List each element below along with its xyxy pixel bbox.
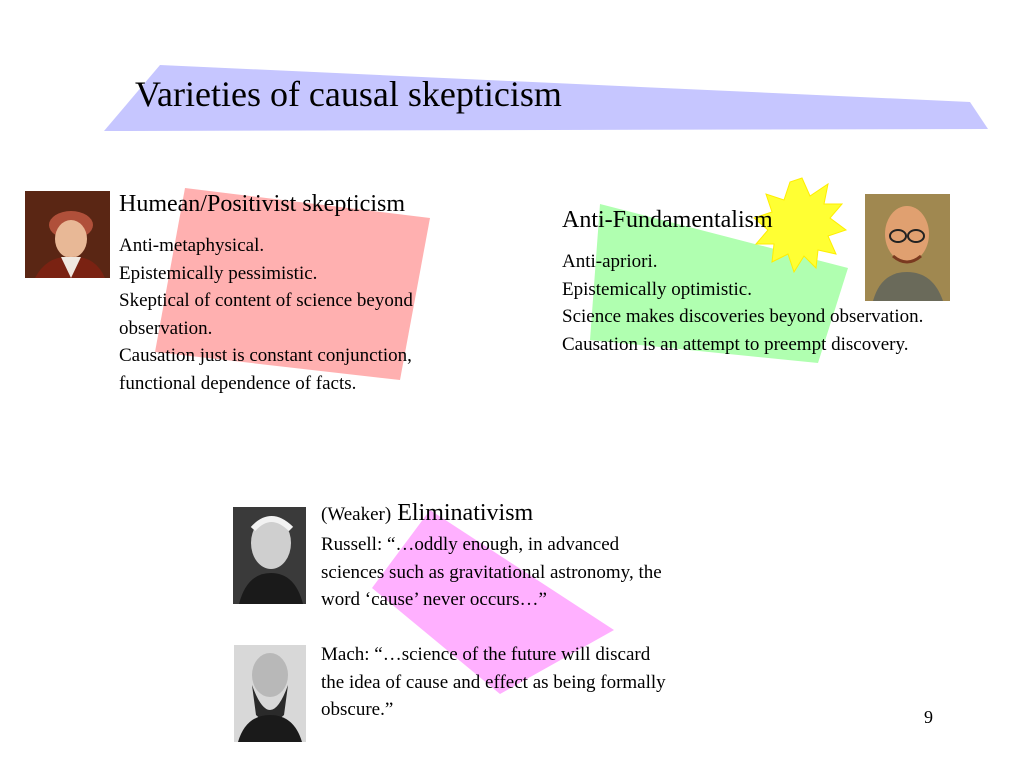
anti-fundamentalism-heading: Anti-Fundamentalism	[562, 207, 773, 233]
humean-block	[119, 188, 413, 397]
russell-quote-line: Russell: “…oddly enough, in advanced	[321, 534, 620, 555]
humean-heading: Humean/Positivist skepticism	[119, 191, 405, 217]
humean-line: observation.	[119, 317, 213, 339]
russell-portrait-icon	[233, 507, 306, 604]
russell-quote-line: sciences such as gravitational astronomy, the	[321, 561, 662, 583]
humean-line: Anti-metaphysical.	[119, 235, 265, 256]
anti-fundamentalism-block	[562, 204, 923, 358]
anti-fundamentalism-line: Anti-apriori.	[562, 251, 658, 272]
humean-line: Skeptical of content of science beyond	[119, 290, 413, 311]
eliminativism-heading-text: Eliminativism	[397, 500, 534, 526]
mach-portrait-icon	[234, 645, 306, 742]
eliminativism-heading-prefix: (Weaker)	[321, 504, 392, 525]
mach-quote-line: the idea of cause and effect as being formally	[321, 671, 666, 693]
page-number: 9	[924, 707, 933, 727]
anti-fundamentalism-line: Causation is an attempt to preempt discovery.	[562, 333, 909, 355]
anti-fundamentalism-line: Epistemically optimistic.	[562, 278, 752, 300]
mach-quote-line: obscure.”	[321, 699, 394, 720]
russell-quote-line: word ‘cause’ never occurs…”	[321, 589, 547, 610]
humean-line: Causation just is constant conjunction,	[119, 345, 412, 366]
eliminativism-heading	[321, 497, 666, 531]
hume-portrait-icon	[25, 191, 110, 278]
eliminativism-block	[321, 497, 666, 724]
anti-fundamentalism-line: Science makes discoveries beyond observation.	[562, 306, 924, 327]
humean-line: functional dependence of facts.	[119, 372, 357, 394]
humean-line: Epistemically pessimistic.	[119, 262, 318, 284]
mach-quote-line: Mach: “…science of the future will discard	[321, 644, 651, 665]
slide-title: Varieties of causal skepticism	[135, 74, 562, 114]
